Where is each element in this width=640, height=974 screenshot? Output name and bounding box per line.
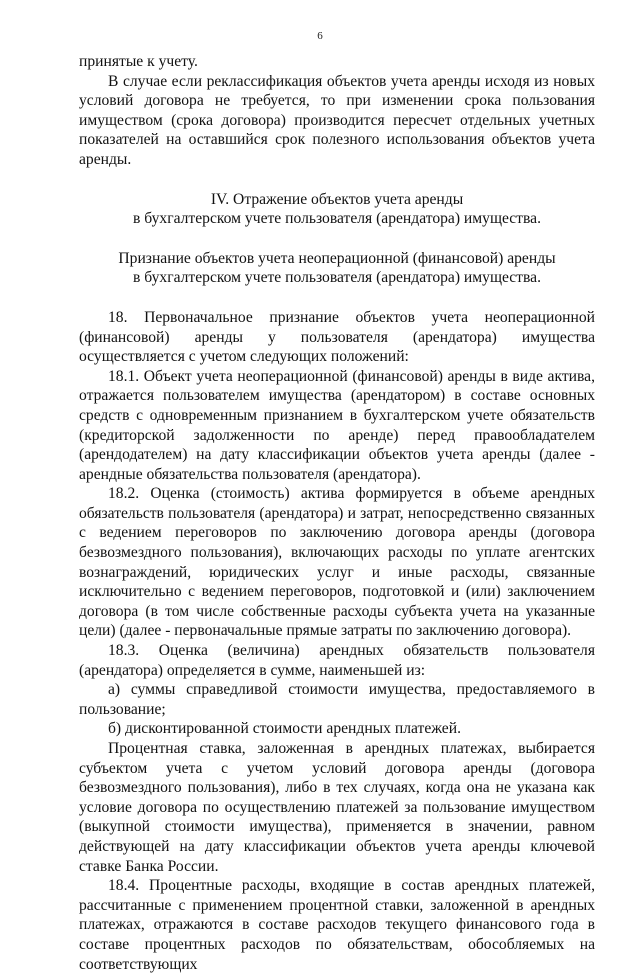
paragraph-interest-rate: Процентная ставка, заложенная в арендных платежах, выбирается субъектом учета с учетом условий договора аренды (договора безвозмездного пользования), либо в тех случаях, когда она не указана как условие договора по осуществлению платежей за пользование имуществом (выкупной стоимости имущества), применяется в значении, равном действующей на дату классификации объектов учета аренды ключевой ставке Банка России.: [79, 740, 595, 875]
paragraph-18-4: 18.4. Процентные расходы, входящие в состав арендных платежей, рассчитанные с применением процентной ставки, заложенной в арендных платежах, отражаются в составе расходов текущего финансового года в составе процентных расходов по обязательствам, обособляемых на соответствующих: [79, 877, 595, 973]
section-heading-line-1: IV. Отражение объектов учета аренды: [210, 190, 464, 208]
page-number: 6: [317, 30, 323, 42]
paragraph-18-3-b: б) дисконтированной стоимости арендных платежей.: [108, 720, 461, 738]
paragraph-18-2: 18.2. Оценка (стоимость) актива формируется в объеме арендных обязательств пользователя (арендатора) и затрат, непосредственно связанных с ведением переговоров по заключению договора аренды (договора безвозмездного пользования), включающих расходы по уплате агентских вознаграждений, юридических услуг и иные расходы, связанные исключительно с ведением переговоров, подготовкой и (или) заключением договора (в том числе собственные расходы субъекта учета на указанные цели) (далее - первоначальные прямые затраты по заключению договора).: [79, 485, 595, 640]
subsection-heading-line-1: Признание объектов учета неоперационной (финансовой) аренды: [118, 249, 556, 267]
document-body: [79, 52, 595, 974]
paragraph-18-3-a: а) суммы справедливой стоимости имущества, предоставляемого в пользование;: [79, 681, 595, 718]
subsection-heading-line-2: в бухгалтерском учете пользователя (арендатора) имущества.: [133, 269, 541, 287]
paragraph-18: 18. Первоначальное признание объектов учета неоперационной (финансовой) аренды у пользователя (арендатора) имущества осуществляется с учетом следующих положений:: [79, 308, 595, 366]
paragraph-reclassification: В случае если реклассификация объектов учета аренды исходя из новых условий договора не требуется, то при изменении срока пользования имуществом (срока договора) производится пересчет отдельных учетных показателей на оставшийся срок полезного использования объектов учета аренды.: [79, 72, 595, 168]
paragraph-18-1: 18.1. Объект учета неоперационной (финансовой) аренды в виде актива, отражается пользователем имущества (арендатором) в составе основных средств с одновременным признанием в бухгалтерском учете обязательств (кредиторской задолженности по аренде) перед правообладателем (арендодателем) на дату классификации объектов учета аренды (далее - арендные обязательства пользователя (арендатора).: [79, 367, 595, 483]
paragraph-continuation: принятые к учету.: [79, 53, 198, 70]
section-heading-line-2: в бухгалтерском учете пользователя (арендатора) имущества.: [133, 210, 541, 228]
paragraph-18-3: 18.3. Оценка (величина) арендных обязательств пользователя (арендатора) определяется в сумме, наименьшей из:: [79, 642, 595, 679]
